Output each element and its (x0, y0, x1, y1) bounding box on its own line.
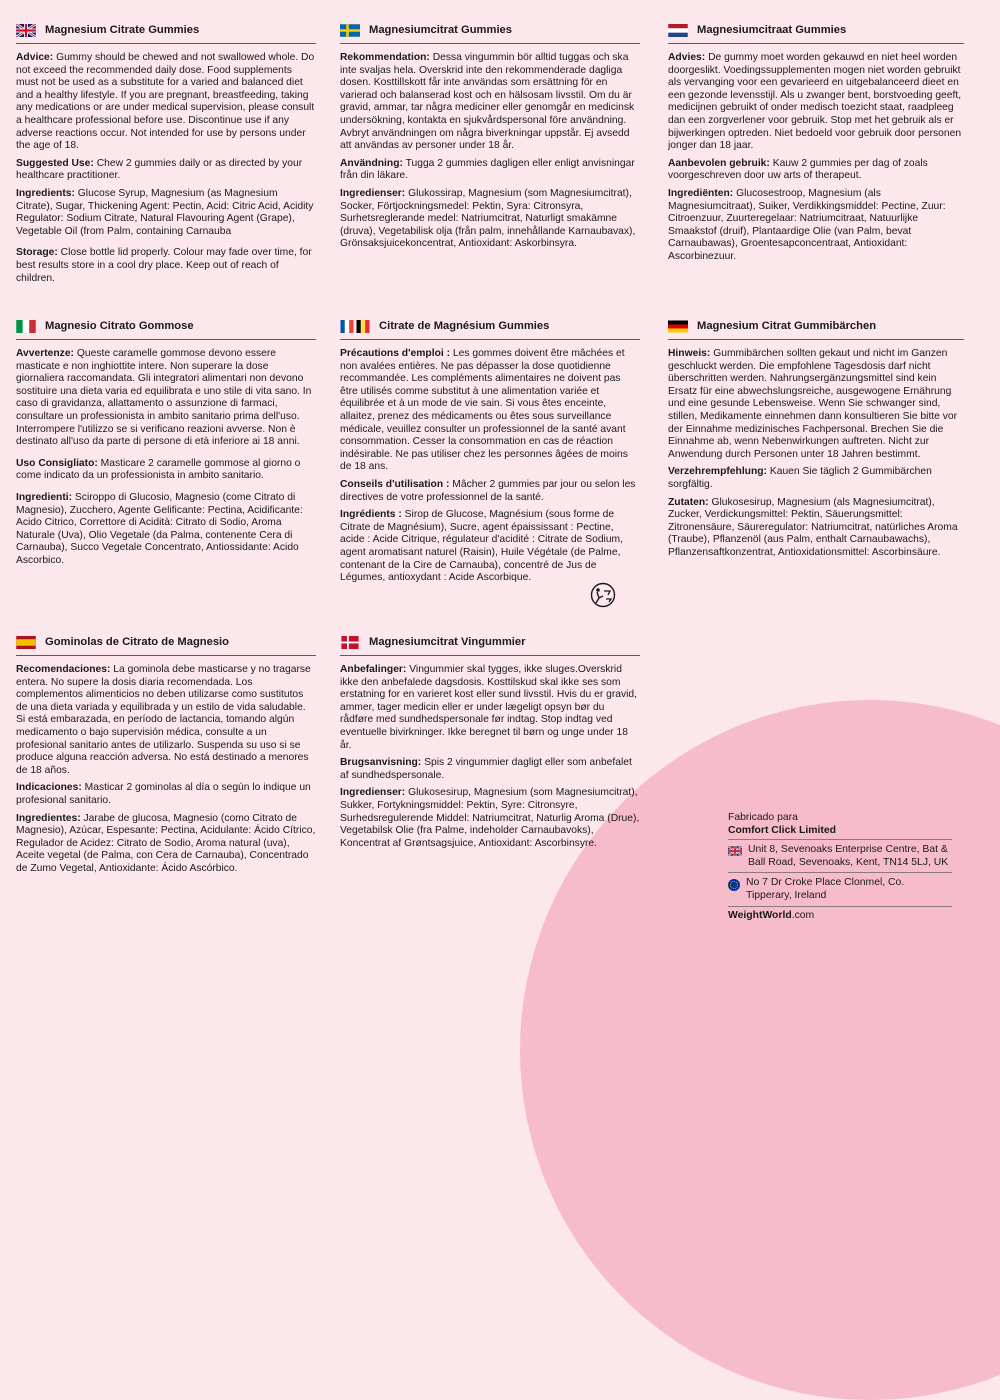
netherlands-flag-icon (668, 24, 688, 37)
section-header (16, 22, 316, 44)
storage-paragraph: Storage: Close bottle lid properly. Colour may fade over time, for best results store in a cool dry place. Keep out of reach of children. (16, 247, 312, 284)
website-text: WeightWorld.com (728, 906, 952, 923)
uk-address-row (728, 839, 952, 872)
uk-address: Unit 8, Sevenoaks Enterprise Centre, Bat & Ball Road, Sevenoaks, Kent, TN14 5LJ, UK (748, 844, 949, 868)
italy-flag-icon (16, 320, 36, 333)
usage-paragraph: Användning: Tugga 2 gummies dagligen eller enligt anvisningar från din läkare. (340, 157, 635, 182)
ireland-address-row (728, 872, 952, 905)
sweden-flag-icon (340, 24, 360, 37)
eu-flag-icon (728, 879, 740, 891)
triman-recycle-icon (590, 582, 616, 613)
uk-flag-icon (728, 846, 742, 856)
usage-paragraph: Indicaciones: Masticar 2 gominolas al día o según lo indique un profesional sanitario. (16, 782, 311, 806)
advice-paragraph: Rekommendation: Dessa vingummin bör alltid tuggas och ska inte svaljas hela. Overskrid inte den rekommenderade dagliga dosen. Kosttillskott får inte användas som ersättning för en varierad och balanserad kost och en hälsosam livsstil. Om du är gravid, ammar, tar några mediciner eller genomgår en medicinsk undersökning, kontakta en sjukvårdspersonal före användning. Avbryt användningen om några biverkningar uppstår. Ej avsedd att användas av personer under 18 år. (340, 52, 635, 152)
manufacturer-block (728, 812, 952, 922)
usage-paragraph: Suggested Use: Chew 2 gummies daily or as directed by your healthcare practitioner. (16, 157, 303, 182)
section-header (16, 318, 316, 340)
section-header (340, 634, 640, 656)
usage-paragraph: Verzehrempfehlung: Kauen Sie täglich 2 Gummibärchen sorgfältig. (668, 466, 932, 490)
advice-paragraph: Anbefalinger: Vingummier skal tygges, ikke sluges.Overskrid ikke den anbefalede dagsdosis. Kosttilskud skal ikke ses som erstatning for en varieret kost eller sund livsstil. Hvis du er gravid, ammer, tager medicin eller er under lægeligt opsyn bør du rådføre med sundhedspersonale før indtag. Stop indtag ved eventuelle bivirkninger. Ikke beregnet til børn og unge under 18 år. (340, 664, 638, 751)
section-title: Magnesiumcitrat Vingummier (369, 635, 526, 648)
section-title: Magnesiumcitraat Gummies (697, 23, 847, 36)
section-dutch (668, 22, 964, 269)
spain-flag-icon (16, 636, 36, 649)
ingredients-paragraph: Ingrediënten: Glucosestroop, Magnesium (als Magnesiumcitraat), Suiker, Verdikkingsmiddel: Pectine, Zuur: Citroenzuur, Zuurteregelaar: Natriumcitraat, Natuurlijke Smaakstof (druif), Plantaardige Olie (van Palm, bevat Carnaubawas), Groentesapconcentraat, Antioxidant: Ascorbinezuur. (668, 187, 946, 262)
section-header (340, 22, 640, 44)
advice-paragraph: Recomendaciones: La gominola debe masticarse y no tragarse entera. No supere la dosis diaria recomendada. Los complementos alimenticios no deben utilizarse como sustitutos de una dieta variada y equilibrada y un estilo de vida saludable. Si está embarazada, en período de lactancia, tomando algún medicamento o bajo supervisión médica, consulte a un profesional sanitario antes de utilizarlo. Suspenda su uso si se produce alguna reacción adversa. No está destinado a menores de 18 años. (16, 664, 311, 776)
usage-paragraph: Brugsanvisning: Spis 2 vingummier dagligt eller som anbefalet af sundhedspersonale. (340, 757, 632, 781)
france-flag-icon (340, 320, 354, 333)
section-header (668, 318, 964, 340)
section-french (340, 318, 640, 590)
usage-paragraph: Aanbevolen gebruik: Kauw 2 gummies per dag of zoals voorgeschreven door uw arts of therapeut. (668, 157, 928, 182)
section-swedish (340, 22, 640, 256)
germany-flag-icon (668, 320, 688, 333)
section-header (340, 318, 640, 340)
ingredients-paragraph: Zutaten: Glukosesirup, Magnesium (als Magnesiumcitrat), Zucker, Verdickungsmittel: Pektin, Säuerungsmittel: Zitronensäure, Säureregulator: Natriumcitrat, natürliches Aroma (Traube), Pflanzenöl (aus Palm, enthalt Carnaubawachs), Pflanzensaftkonzentrat, Antioxidationsmittel: Ascorbinsäure. (668, 496, 958, 558)
section-danish (340, 634, 640, 855)
ireland-address: No 7 Dr Croke Place Clonmel, Co. Tipperary, Ireland (746, 877, 905, 901)
advice-paragraph: Précautions d'emploi : Les gommes doivent être mâchées et non avalées entières. Ne pas dépasser la dose quotidienne recommandée. Les compléments alimentaires ne doivent pas être utilisés comme substitut à une alimentation variée et équilibrée et à un mode de vie sain. Si vous êtes enceinte, allaitez, prenez des médicaments ou êtes sous surveillance médicale, veuillez consulter un professionnel de la santé avant consommation. Cesser la consommation en cas de réaction indésirable. Ne pas utiliser chez les personnes âgées de moins de 18 ans. (340, 348, 628, 473)
section-title: Magnesio Citrato Gommose (45, 319, 194, 332)
usage-paragraph: Uso Consigliato: Masticare 2 caramelle gommose al giorno o come indicato da un professionista in ambito sanitario. (16, 457, 301, 482)
company-name: Comfort Click Limited (728, 824, 836, 836)
section-title: Magnesium Citrate Gummies (45, 23, 200, 36)
advice-paragraph: Advice: Gummy should be chewed and not swallowed whole. Do not exceed the recommended daily dose. Food supplements must not be used as a substitute for a varied and balanced diet and a healthy lifestyle. If you are pregnant, breastfeeding, taking any medications or are under medical supervision, please consult a healthcare professional before use. Discontinue use if any adverse reactions occur. Not intended for use by persons under the age of 18. (16, 52, 315, 152)
made-for-label: Fabricado para (728, 812, 798, 823)
belgium-flag-icon (356, 320, 370, 333)
section-german (668, 318, 964, 565)
section-header (16, 634, 316, 656)
advice-paragraph: Hinweis: Gummibärchen sollten gekaut und nicht im Ganzen geschluckt werden. Die empfohlene Tagesdosis darf nicht überschritten werden. Nahrungsergänzungsmittel sind kein Ersatz für eine abwechslungsreiche, ausgewogene Ernährung und eine gesunde Lebensweise. Wenn Sie schwanger sind, stillen, Medikamente einnehmen dann konsultieren Sie bitte vor der Einnahme medizinisches Fachpersonal. Brechen Sie die Einnahme ab, wenn Nebenwirkungen auftreten. Nicht zur Anwendung durch Personen unter 18 Jahren bestimmt. (668, 348, 958, 460)
section-italian (16, 318, 316, 573)
ingredients-paragraph: Ingredients: Glucose Syrup, Magnesium (as Magnesium Citrate), Sugar, Thickening Agent: Pectin, Acid: Citric Acid, Acidity Regulator: Sodium Citrate, Natural Flavouring Agent (Grape), Vegetable Oil (from Palm, containing Carnauba (16, 187, 314, 237)
section-title: Magnesium Citrat Gummibärchen (697, 319, 877, 332)
ingredients-paragraph: Ingredienser: Glukosesirup, Magnesium (som Magnesiumcitrat), Sukker, Fortykningsmiddel: Pektin, Syre: Citronsyre, Surhedsregulerende Middel: Natriumcitrat, Naturlig Aroma (Drue), Vegetabilsk Olie (fra Palme, indeholder Carnaubavoks), Koncentrat af Grøntsagsjuice, Antioxidant: Ascorbinsyre. (340, 787, 640, 849)
section-spanish (16, 634, 316, 881)
advice-paragraph: Avvertenze: Queste caramelle gommose devono essere masticate e non inghiottite intere. Non superare la dose giornaliera raccomandata. Gli integratori alimentari non devono sostituire una dieta varia ed equilibrata e uno stile di vita sano. In caso di gravidanza, allattamento o assunzione di farmaci, consultare un professionista in ambito sanitario prima dell'uso. Interrompere l'utilizzo se si verificano reazioni avverse. Non è destinato all'uso da parte di persone di età inferiore ai 18 anni. (16, 348, 312, 448)
ingredients-paragraph: Ingredienti: Sciroppo di Glucosio, Magnesio (come Citrato di Magnesio), Zucchero, Agente Gelificante: Pectina, Acidificante: Acido Citrico, Correttore di Acidità: Citrato di Sodio, Aroma Naturale (Uva), Olio Vegetale (da Palma, contenente Cera di Carnauba), Succo Vegetale Concentrato, Antiossidante: Acido Ascorbico. (16, 491, 303, 566)
usage-paragraph: Conseils d'utilisation : Mâcher 2 gummies par jour ou selon les directives de votre professionnel de la santé. (340, 478, 636, 503)
denmark-flag-icon (340, 636, 360, 649)
section-title: Magnesiumcitrat Gummies (369, 23, 512, 36)
ingredients-paragraph: Ingredientes: Jarabe de glucosa, Magnesio (como Citrato de Magnesio), Azúcar, Espesante: Pectina, Acidulante: Ácido Cítrico, Regulador de Acidez: Citrato de Sodio, Aroma natural (uva), Aceite vegetal (de Palma, con Cera de Carnauba), Concentrado de Zumo Vegetal, Antioxidante: Ácido Ascórbico. (16, 812, 316, 874)
section-title: Citrate de Magnésium Gummies (379, 319, 550, 332)
section-title: Gominolas de Citrato de Magnesio (45, 635, 229, 648)
advice-paragraph: Advies: De gummy moet worden gekauwd en niet heel worden doorgeslikt. Voedingssupplementen mogen niet worden gebruikt als vervanging voor een gevarieerd en uitgebalanceerd dieet en een gezonde levensstijl. Als u zwanger bent, borstvoeding geeft, medicijnen gebruikt of onder medisch toezicht staat, raadpleeg dan een zorgverlener voor gebruik. Stop met het gebruik als er bijwerkingen optreden. Niet bedoeld voor gebruik door personen jonger dan 18 jaar. (668, 52, 962, 152)
uk-flag-icon (16, 24, 36, 37)
ingredients-paragraph: Ingredienser: Glukossirap, Magnesium (som Magnesiumcitrat), Socker, Förtjockningsmedel: Pektin, Syra: Citronsyra, Surhetsreglerande medel: Natriumcitrat, Naturligt smakämne (druva), Vegetabilisk olja (från palm, innehållande Karnaubavax), Grönsaksjuicekoncentrat, Antioxidant: Askorbinsyra. (340, 187, 636, 250)
section-header (668, 22, 964, 44)
ingredients-paragraph: Ingrédients : Sirop de Glucose, Magnésium (sous forme de Citrate de Magnésium), Sucre, agent épaississant : Pectine, acide : Acide Citrique, régulateur d'acidité : Citrate de Sodium, agent aromatisant naturel (Raisin), Huile Végétale (de Palme, contenant de la Cire de Carnauba), concentré de Jus de Légumes, antioxydant : Acide Ascorbique. (340, 509, 623, 584)
section-english (16, 22, 316, 290)
